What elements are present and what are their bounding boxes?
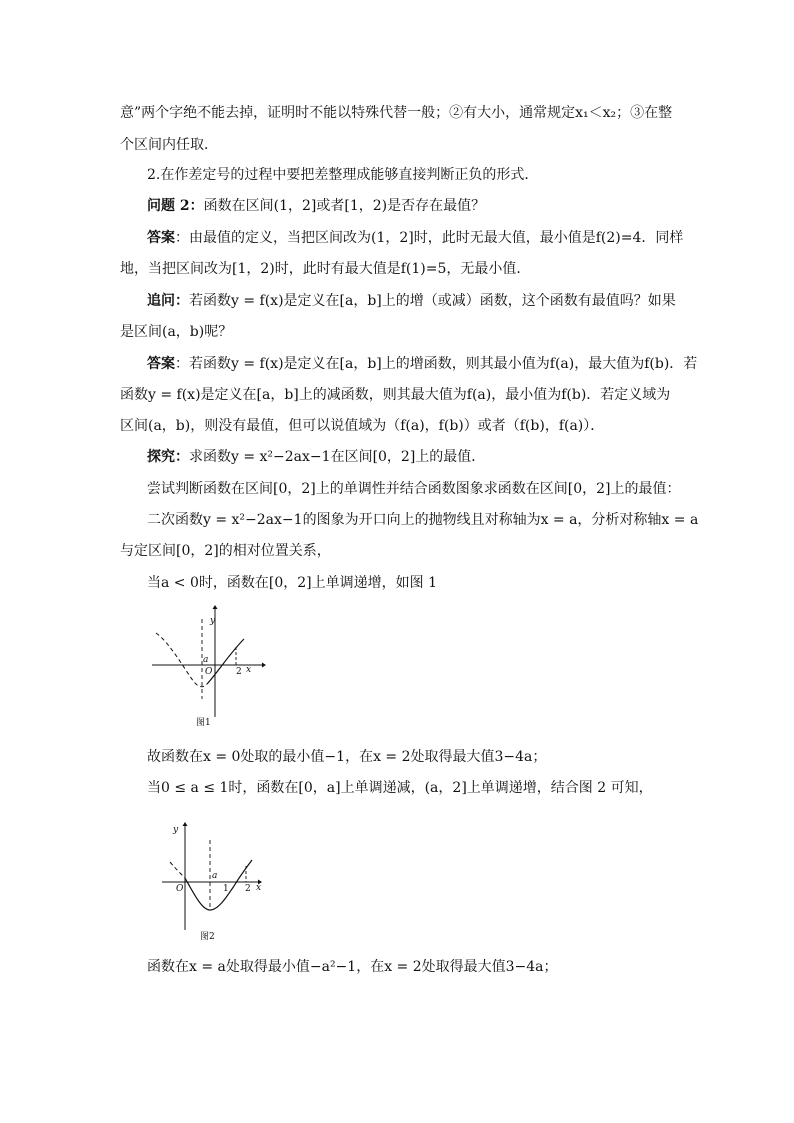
question-text: 函数在区间(1，2]或者[1，2)是否存在最值？ (203, 198, 486, 214)
answer-text: ：由最值的定义，当把区间改为(1，2]时，此时无最大值，最小值是f(2)=4．同样 (175, 230, 684, 246)
answer-label: 答案 (147, 230, 175, 246)
paragraph-line: 函数y = f(x)是定义在[a，b]上的减函数，则其最大值为f(a)，最小值为f(b)．若定义域为 (120, 387, 671, 403)
parabola-dashed (156, 633, 207, 687)
paragraph-line: 2.在作差定号的过程中要把差整理成能够直接判断正负的形式． (147, 167, 539, 183)
a-label: a (212, 871, 218, 881)
parabola-solid (185, 860, 252, 910)
figure-1 (150, 605, 265, 730)
follow-up-text: 若函数y = f(x)是定义在[a，b]上的增（或减）函数，这个函数有最值吗？如果 (189, 293, 676, 309)
question-label: 问题 2： (147, 198, 204, 214)
x-axis-arrow (262, 663, 266, 668)
paragraph-line: 函数在x = a处取得最小值−a²−1，在x = 2处取得最大值3−4a； (147, 959, 558, 975)
figure-caption: 图1 (196, 718, 211, 728)
follow-up-question (147, 291, 707, 311)
figure-caption: 图2 (200, 932, 215, 942)
origin-label: O (176, 884, 184, 894)
answer-text: ：若函数y = f(x)是定义在[a，b]上的增函数，则其最小值为f(a)，最大值为f(b)．若 (175, 356, 698, 372)
paragraph-line: 意”两个字绝不能去掉，证明时不能以特殊代替一般；②有大小，通常规定x₁＜x₂；③在整 (120, 105, 673, 121)
question-2 (147, 196, 707, 216)
figure-2 (160, 820, 270, 945)
paragraph-line: 地，当把区间改为[1，2)时，此时有最大值是f(1)=5，无最小值． (120, 261, 531, 277)
parabola-solid (207, 639, 244, 684)
y-label: y (173, 825, 179, 835)
paragraph-line: 个区间内任取． (120, 137, 218, 153)
parabola-dashed (170, 862, 185, 878)
y-axis-arrow (183, 822, 188, 826)
paragraph-line: 当a < 0时，函数在[0，2]上单调递增，如图 1 (147, 575, 437, 591)
answer-label: 答案 (147, 356, 175, 372)
two-label: 2 (245, 884, 251, 894)
paragraph-line: 当0 ≤ a ≤ 1时，函数在[0，a]上单调递减，(a，2]上单调递增，结合图 2 可知， (147, 780, 653, 796)
follow-up-label: 追问： (147, 293, 189, 309)
x-label: x (246, 665, 252, 675)
explore-label: 探究： (147, 449, 189, 465)
paragraph-line: 二次函数y = x²−2ax−1的图象为开口向上的抛物线且对称轴为x = a，分析对称轴x = a (147, 512, 699, 528)
a-label: a (203, 655, 209, 665)
answer-2 (147, 354, 707, 374)
paragraph-line: 区间(a，b)，则没有最值，但可以说值域为（f(a)，f(b)）或者（f(b)，f(a)）． (120, 418, 605, 434)
paragraph-line: 尝试判断函数在区间[0，2]上的单调性并结合函数图象求函数在区间[0，2]上的最值： (147, 481, 681, 497)
two-label: 2 (236, 667, 242, 677)
answer-1 (147, 228, 707, 248)
y-axis-arrow (213, 605, 218, 609)
paragraph-line: 与定区间[0，2]的相对位置关系， (120, 543, 331, 559)
one-label: 1 (223, 884, 229, 894)
y-label: y (210, 616, 216, 626)
paragraph-line: 故函数在x = 0处取的最小值−1，在x = 2处取得最大值3−4a； (147, 749, 547, 765)
x-label: x (256, 883, 262, 893)
explore (147, 447, 707, 467)
origin-label: O (205, 667, 213, 677)
explore-text: 求函数y = x²−2ax−1在区间[0，2]上的最值． (189, 449, 486, 465)
paragraph-line: 是区间(a，b)呢？ (120, 324, 233, 340)
